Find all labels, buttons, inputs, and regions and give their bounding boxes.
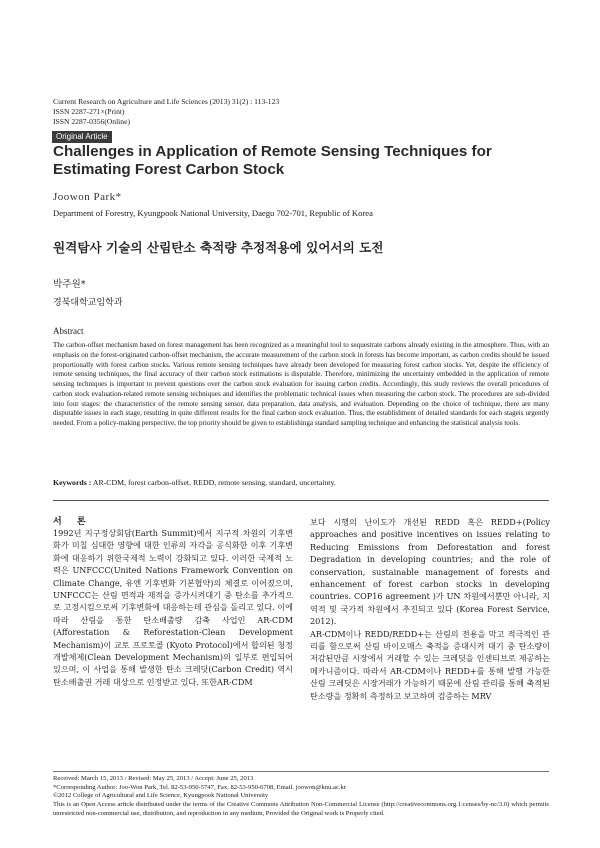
paper-title-korean: 원격탐사 기술의 산림탄소 축적량 추정적용에 있어서의 도전 — [53, 240, 384, 255]
affiliation-english: Department of Forestry, Kyungpook National University, Daegu 702-701, Republic of Korea — [53, 208, 373, 218]
abstract-heading: Abstract — [53, 326, 84, 336]
copyright-notice: ©2012 College of Agricultural and Life Science, Kyungpook National University — [53, 792, 269, 800]
affiliation-korean: 경북대학교임학과 — [53, 298, 123, 308]
received-dates: Received: March 15, 2013 / Revised: May 25, 2013 / Accept: June 25, 2013 — [53, 775, 254, 782]
paper-title-english: Challenges in Application of Remote Sensing Techniques for Estimating Forest Carbon Stock — [53, 143, 492, 178]
intro-paragraph-2: 보다 시행의 난이도가 개선된 REDD 혹은 REDD+(Policy approaches and positive incentives on issues relating to Reducing Emissions from Deforestation and forest Degradation in developing countries; and the role of conservation, sustainable management of forests and enhancement of forest carbon stocks in developing countries. COP16 agreement )가 UN 차원에서뿐만 아니라, 지역적 및 국가적 차원에서 추진되고 있다 (Korea Forest Service, 2012). — [310, 517, 550, 627]
keywords-divider — [53, 500, 549, 501]
issn-print: ISSN 2287-271×(Print) — [53, 107, 125, 117]
article-type-badge: Original Article — [52, 131, 112, 143]
abstract-text: The carbon-offset mechanism based on forest management has been recognized as a meaningful tool to sequestrate carbons already existing in the atmosphere. Thus, with an emphasis on the forest-originated carbon-offset mechanism, the accurate measurement of the carbon stock in forests has become important, as carbon credits should be issued proportionally with forest carbon stocks. Various remote sensing techniques have already been developed for measuring forest carbon stocks. Yet, despite the efficiency of remote sensing techniques, the final accuracy of their carbon stock estimations is disputable. Therefore, minimizing the uncertainty embedded in the application of remote sensing techniques is important to prevent questions over the carbon stock evaluation for issuing carbon credits. Accordingly, this study reviews the overall procedures of carbon stock evaluation-related remote sensing techniques and identifies the problematic technical issues when measuring the carbon stock. The procedures are sub-divided into four stages: the characteristics of the remote sensing sensor, data preparation, data analysis, and evaluation. Depending on the choice of technique, there are many disputable issues in each stage, resulting in quite different results for the final carbon stock evaluation. Thus, the establishment of detailed standards for each stageis urgently needed. From a policy-making perspective, the top priority should be given to establishinga standard sampling technique and enhancing the statistical analysis tools. — [53, 341, 549, 427]
footnotes — [53, 775, 549, 819]
journal-header — [53, 97, 279, 128]
corresponding-author: *Corresponding Author: Joo-Won Park, Tel. 82-53-950-5747, Fax. 82-53-950-6708, Email. joowon@knu.ac.kr — [53, 783, 347, 791]
author-english: Joowon Park* — [53, 191, 122, 203]
body-column-left — [53, 527, 293, 688]
section-heading-introduction: 서 론 — [53, 517, 92, 527]
journal-citation: Current Research on Agriculture and Life Sciences (2013) 31(2) : 113-123 — [53, 97, 280, 106]
footnote-divider — [53, 771, 549, 772]
intro-paragraph-1: 1992년 지구정상회담(Earth Summit)에서 지구적 차원의 기후변화가 미칠 심대한 영향에 대한 인류의 자각을 공식화한 이후 기후변화에 대응하기 위한국제적 노력이 강화되고 있다. 이러한 국제적 노력은 UNFCCC(United Nations Framework Convention on Climate Change, 유엔 기후변화 기본협약)의 체결로 이어졌으며, UNFCCC는 산림 면적과 재적을 증가시켜대기 중 탄소를 추가적으로 고정시킴으로써 기후변화에 대응하는데 관심을 돌리고 있다. 이에 따라 산림을 통한 탄소배출량 감축 사업인 AR-CDM (Afforestation & Reforestation-Clean Development Mechanism)이 교토 프로토콜 (Kyoto Protocol)에서 합의된 청정개발체제(Clean Development Mechanism)의 일부로 편입되어 있으며, 이 사업을 통해 발생한 탄소 크레딧(Carbon Credit) 역시 탄소배출권 거래 대상으로 인정받고 있다. 또한AR-CDM — [53, 528, 293, 687]
keywords-label: Keywords : — [53, 478, 92, 487]
license-notice: This is an Open Access article distributed under the terms of the Creative Commons Attribution Non-Commercial License (http://creativecommons.org.1:censes/by-nc/3.0) which permits unrestricted non-commercial use, distribution, and reproduction in any medium, Provided the Original work is Properly cited. — [53, 801, 549, 817]
author-korean: 박주원* — [53, 279, 86, 290]
issn-online: ISSN 2287-0356(Online) — [53, 117, 130, 127]
keywords-line — [53, 478, 549, 487]
intro-paragraph-3: AR-CDM이나 REDD/REDD+는 산림의 전용을 막고 적극적인 관리를 함으로써 산림 바이오매스 축적을 증대시켜 대기 중 탄소량이 저감된만큼 시장에서 거래할 수 있는 크레딧을 인센티브로 제공하는 메카니즘이다. 따라서 AR-CDM이나 REDD+를 통해 발행 가능한 산림 크레딧은 시장거래가 가능하기 때문에 산림 관리를 통해 축적된 탄소량을 정확히 측정하고 보고하며 검증하는 MRV — [310, 628, 550, 701]
body-column-right — [310, 516, 550, 702]
keywords-text: AR-CDM, forest carbon-offset, REDD, remote sensing, standard, uncertainty. — [92, 478, 336, 487]
